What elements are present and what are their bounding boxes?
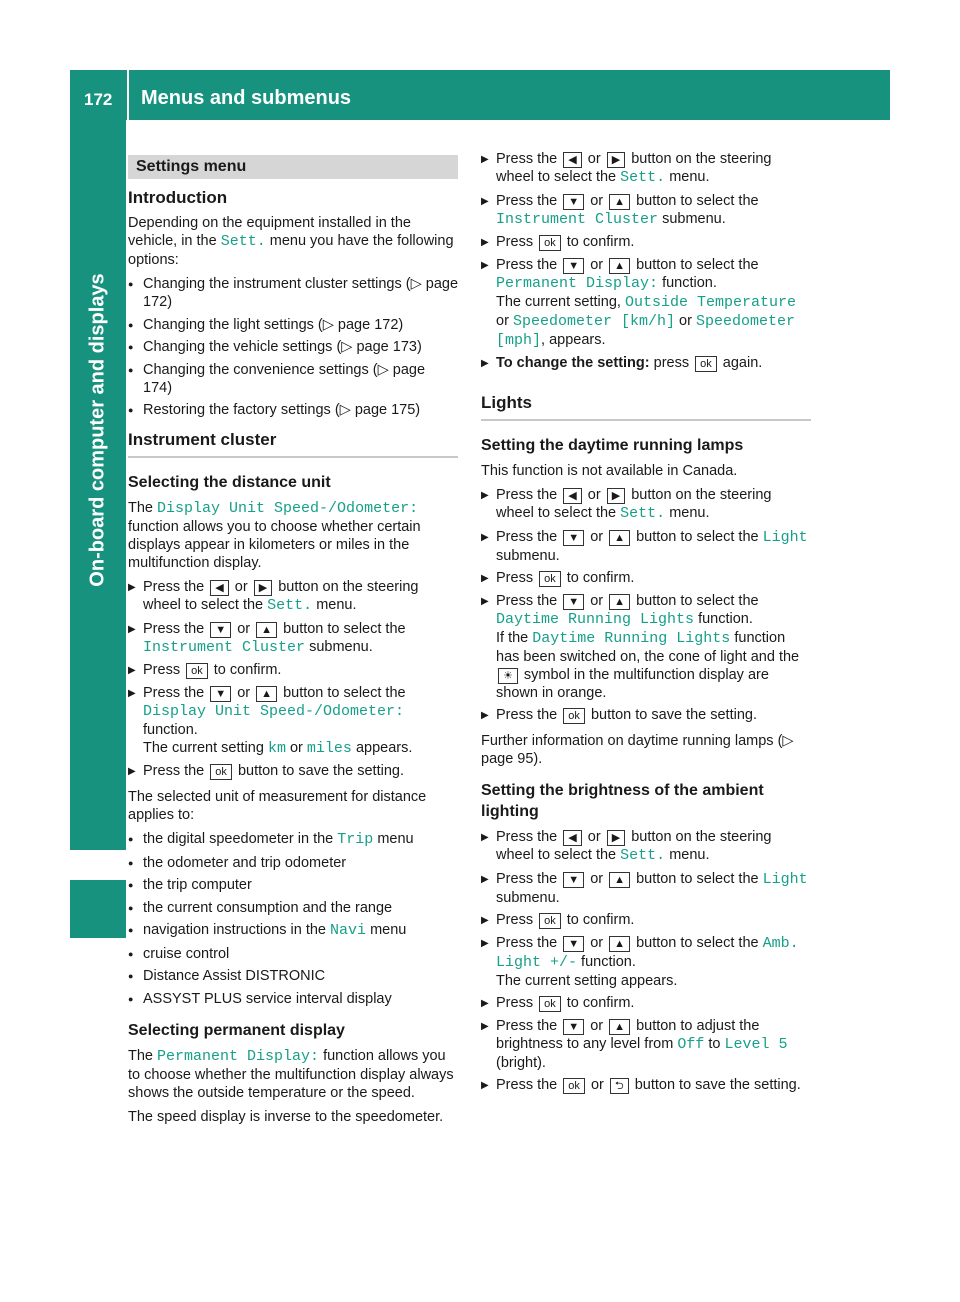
right-arrow-key-icon: ▶ <box>607 830 625 846</box>
ok-key-icon: ok <box>563 708 585 724</box>
list-item: ● Changing the instrument cluster settings (▷ page 172) <box>128 275 458 311</box>
distance-intro <box>128 499 458 572</box>
permanent-display-paragraph <box>128 1047 458 1102</box>
text: Press the <box>496 592 558 609</box>
down-arrow-key-icon: ▼ <box>210 686 231 702</box>
list-item: ● the current consumption and the range <box>128 899 458 917</box>
page-title: Menus and submenus <box>141 87 352 109</box>
step <box>481 192 811 229</box>
text: menu. <box>669 505 710 521</box>
text: Press the <box>496 1017 558 1034</box>
text: button to select the <box>636 934 759 951</box>
speed-display-paragraph: The speed display is inverse to the speedometer. <box>128 1108 444 1125</box>
list-item: ● Restoring the factory settings (▷ page 175) <box>128 401 458 419</box>
text: function. <box>581 953 636 970</box>
text: submenu. <box>662 210 726 227</box>
text: Press the <box>496 487 558 503</box>
right-arrow-key-icon: ▶ <box>607 152 625 168</box>
text: Press the <box>496 1077 558 1093</box>
down-arrow-key-icon: ▼ <box>563 594 584 610</box>
text: appears. <box>355 739 413 756</box>
down-arrow-key-icon: ▼ <box>563 194 584 210</box>
text: function allows you to choose whether the multifunction display always shows the outside temperature or the speed. <box>128 1047 454 1101</box>
up-arrow-key-icon: ▲ <box>256 686 277 702</box>
down-arrow-key-icon: ▼ <box>210 622 231 638</box>
text: Press the <box>143 620 205 637</box>
intro-paragraph <box>128 214 458 269</box>
step <box>481 354 811 372</box>
introduction-heading: Introduction <box>128 188 228 207</box>
step <box>128 684 458 758</box>
menu-name: Sett. <box>620 847 666 864</box>
text: button to select the <box>283 620 406 637</box>
text: button to save the setting. <box>237 763 404 779</box>
step <box>128 578 458 615</box>
list-item <box>128 921 458 940</box>
text: Press the <box>143 763 205 779</box>
step <box>481 1017 811 1072</box>
text: or <box>234 579 248 595</box>
text: or <box>590 256 604 273</box>
ok-key-icon: ok <box>695 356 717 372</box>
list-item: ● Changing the light settings (▷ page 172) <box>128 316 458 334</box>
menu-name: Daytime Running Lights <box>496 610 695 628</box>
text: or <box>587 487 601 503</box>
text: function allows you to choose whether certain displays appear in kilometers or miles in the multifunction display. <box>128 519 421 571</box>
text: or <box>679 312 692 329</box>
text: Press the <box>496 192 558 209</box>
menu-name: Amb. Light +/- <box>496 934 799 971</box>
text: button on the steering wheel to select the <box>496 151 772 185</box>
left-arrow-key-icon: ◀ <box>563 488 581 504</box>
page-number: 172 <box>84 90 113 109</box>
up-arrow-key-icon: ▲ <box>609 1019 630 1035</box>
sun-light-icon: ☀ <box>498 668 518 684</box>
text: navigation instructions in the <box>143 922 326 938</box>
text: Press <box>496 912 534 928</box>
step <box>481 528 811 565</box>
ambient-lighting-heading: Setting the brightness of the ambient lighting <box>481 782 764 820</box>
distance-steps <box>128 578 458 780</box>
step <box>128 762 458 780</box>
chapter-title: On-board computer and displays <box>86 273 109 587</box>
text: button on the steering wheel to select the <box>143 579 419 613</box>
down-arrow-key-icon: ▼ <box>563 1019 584 1035</box>
text: (bright). <box>496 1054 546 1071</box>
up-arrow-key-icon: ▲ <box>609 258 630 274</box>
text: function. <box>698 610 753 627</box>
text: , appears. <box>541 331 606 348</box>
ambient-lighting-steps <box>481 828 811 1094</box>
menu-name: Daytime Running Lights <box>532 629 731 647</box>
text: or <box>590 1077 604 1093</box>
right-arrow-key-icon: ▶ <box>254 580 272 596</box>
list-item: ● cruise control <box>128 945 458 963</box>
text: button to select the <box>636 870 759 887</box>
not-available-paragraph: This function is not available in Canada. <box>481 463 738 479</box>
daytime-lamps-heading: Setting the daytime running lamps <box>481 437 744 454</box>
text: function has been switched on, the cone of light and the <box>496 629 800 665</box>
step <box>481 828 811 865</box>
text: submenu. <box>496 889 560 906</box>
down-arrow-key-icon: ▼ <box>563 258 584 274</box>
text: or <box>590 192 604 209</box>
text: or <box>590 870 604 887</box>
list-item: ● Changing the convenience settings (▷ page 174) <box>128 361 458 397</box>
daytime-lamps-steps <box>481 486 811 724</box>
text: or <box>237 684 251 701</box>
ok-key-icon: ok <box>210 764 232 780</box>
applies-list <box>128 830 458 1008</box>
ok-key-icon: ok <box>563 1078 585 1094</box>
text: button to select the <box>636 192 759 209</box>
text: again. <box>722 355 763 371</box>
down-arrow-key-icon: ▼ <box>563 530 584 546</box>
menu-name: Trip <box>337 831 374 848</box>
menu-value: km <box>267 739 286 757</box>
list-item: ● Changing the vehicle settings (▷ page 173) <box>128 338 458 356</box>
text: submenu. <box>309 638 373 655</box>
text: button on the steering wheel to select the <box>496 487 772 521</box>
up-arrow-key-icon: ▲ <box>256 622 277 638</box>
text: to confirm. <box>213 662 282 678</box>
text: Press the <box>143 684 205 701</box>
settings-options-list <box>128 275 458 419</box>
list-item: ● the odometer and trip odometer <box>128 854 458 872</box>
list-item: ● Distance Assist DISTRONIC <box>128 967 458 985</box>
text: menu <box>377 831 414 847</box>
lights-heading: Lights <box>481 394 811 421</box>
text: or <box>289 739 303 756</box>
list-item <box>128 830 458 849</box>
intro-text-2: menu you have the following options: <box>128 233 454 268</box>
text: Press the <box>496 870 558 887</box>
text: button to adjust the brightness to any level from <box>496 1017 760 1052</box>
ok-key-icon: ok <box>539 996 561 1012</box>
applies-paragraph: The selected unit of measurement for distance applies to: <box>128 789 427 823</box>
up-arrow-key-icon: ▲ <box>609 530 630 546</box>
text: the digital speedometer in the <box>143 831 334 847</box>
step <box>481 911 811 929</box>
text: to confirm. <box>566 234 635 250</box>
step <box>481 706 811 724</box>
menu-name: Instrument Cluster <box>496 210 659 228</box>
text: or <box>587 151 601 167</box>
text: menu. <box>669 169 710 185</box>
menu-name: Permanent Display: <box>496 274 659 292</box>
ok-key-icon: ok <box>539 913 561 929</box>
menu-name: Sett. <box>267 597 313 614</box>
text: Press <box>496 995 534 1011</box>
text: or <box>587 829 601 845</box>
menu-name: Sett. <box>620 505 666 522</box>
menu-name: Light <box>762 528 808 546</box>
step <box>128 661 458 679</box>
step <box>481 486 811 523</box>
up-arrow-key-icon: ▲ <box>609 936 630 952</box>
menu-value: Speedometer [km/h] <box>512 312 675 330</box>
text: button to select the <box>636 592 759 609</box>
text: or <box>590 934 604 951</box>
menu-name: Display Unit Speed-/Odometer: <box>143 702 405 720</box>
step <box>481 150 811 187</box>
text: button to select the <box>636 256 759 273</box>
bold-text: To change the setting: <box>496 355 650 371</box>
text: If the <box>496 629 529 646</box>
down-arrow-key-icon: ▼ <box>563 872 584 888</box>
text: The current setting, <box>496 293 621 310</box>
text: Press <box>143 662 181 678</box>
left-arrow-key-icon: ◀ <box>210 580 228 596</box>
distance-unit-heading: Selecting the distance unit <box>128 474 331 491</box>
header-divider <box>127 70 129 120</box>
text: menu. <box>669 847 710 863</box>
text: or <box>590 592 604 609</box>
text: button on the steering wheel to select the <box>496 829 772 863</box>
menu-value: Speedometer [mph] <box>496 312 795 349</box>
step <box>481 1076 811 1094</box>
text: to confirm. <box>566 912 635 928</box>
text: Press the <box>496 707 558 723</box>
menu-name: Light <box>762 870 808 888</box>
step <box>481 256 811 350</box>
menu-value: miles <box>306 739 352 757</box>
menu-value: Level 5 <box>724 1035 788 1053</box>
text: button to select the <box>283 684 406 701</box>
step <box>481 934 811 990</box>
left-arrow-key-icon: ◀ <box>563 830 581 846</box>
text: Press <box>496 234 534 250</box>
text: to confirm. <box>566 995 635 1011</box>
text: menu <box>370 922 407 938</box>
further-info-paragraph: Further information on daytime running lamps (▷ page 95). <box>481 733 794 767</box>
text: menu. <box>316 597 357 613</box>
menu-name: Display Unit Speed-/Odometer: <box>157 500 419 517</box>
text: The <box>128 1047 153 1064</box>
text: or <box>590 528 604 545</box>
text: press <box>653 355 690 371</box>
text: or <box>590 1017 604 1034</box>
text: to confirm. <box>566 570 635 586</box>
ok-key-icon: ok <box>539 235 561 251</box>
settings-menu-heading: Settings menu <box>128 155 458 179</box>
step <box>481 569 811 587</box>
text: function. <box>143 721 198 738</box>
left-column <box>128 155 458 1132</box>
list-item: ● the trip computer <box>128 876 458 894</box>
text: to <box>708 1035 721 1052</box>
permanent-display-steps <box>481 150 811 372</box>
text: Press the <box>496 151 558 167</box>
up-arrow-key-icon: ▲ <box>609 594 630 610</box>
step <box>481 870 811 907</box>
step <box>481 233 811 251</box>
step <box>128 620 458 657</box>
menu-name: Sett. <box>220 233 266 250</box>
menu-value: Outside Temperature <box>624 293 796 311</box>
step <box>481 994 811 1012</box>
text: or <box>237 620 251 637</box>
text: button to select the <box>636 528 759 545</box>
down-arrow-key-icon: ▼ <box>563 936 584 952</box>
text: The <box>128 500 153 516</box>
permanent-display-heading: Selecting permanent display <box>128 1021 345 1039</box>
text: button to save the setting. <box>634 1077 801 1093</box>
chapter-marker <box>70 880 126 938</box>
right-column <box>481 150 811 1102</box>
text: The current setting <box>143 739 264 756</box>
text: button to save the setting. <box>590 707 757 723</box>
text: Press <box>496 570 534 586</box>
ok-key-icon: ok <box>186 663 208 679</box>
text: function. <box>662 274 717 291</box>
right-arrow-key-icon: ▶ <box>607 488 625 504</box>
up-arrow-key-icon: ▲ <box>609 194 630 210</box>
text: symbol in the multifunction display are shown in orange. <box>496 666 769 701</box>
text: or <box>496 312 509 329</box>
text: Press the <box>496 256 558 273</box>
intro-text: Depending on the equipment installed in the vehicle, in the <box>128 215 411 249</box>
text: Press the <box>496 934 558 951</box>
menu-name: Sett. <box>620 169 666 186</box>
text: submenu. <box>496 547 560 564</box>
list-item: ● ASSYST PLUS service interval display <box>128 990 458 1008</box>
text: Press the <box>143 579 205 595</box>
menu-value: Off <box>677 1035 705 1053</box>
left-arrow-key-icon: ◀ <box>563 152 581 168</box>
menu-name: Permanent Display: <box>157 1047 320 1065</box>
ok-key-icon: ok <box>539 571 561 587</box>
text: The current setting appears. <box>496 972 678 989</box>
text: Press the <box>496 829 558 845</box>
text: Press the <box>496 528 558 545</box>
step <box>481 592 811 702</box>
menu-name: Instrument Cluster <box>143 638 306 656</box>
up-arrow-key-icon: ▲ <box>609 872 630 888</box>
instrument-cluster-heading: Instrument cluster <box>128 431 458 458</box>
back-key-icon: ⮌ <box>610 1078 629 1094</box>
menu-name: Navi <box>330 922 367 939</box>
